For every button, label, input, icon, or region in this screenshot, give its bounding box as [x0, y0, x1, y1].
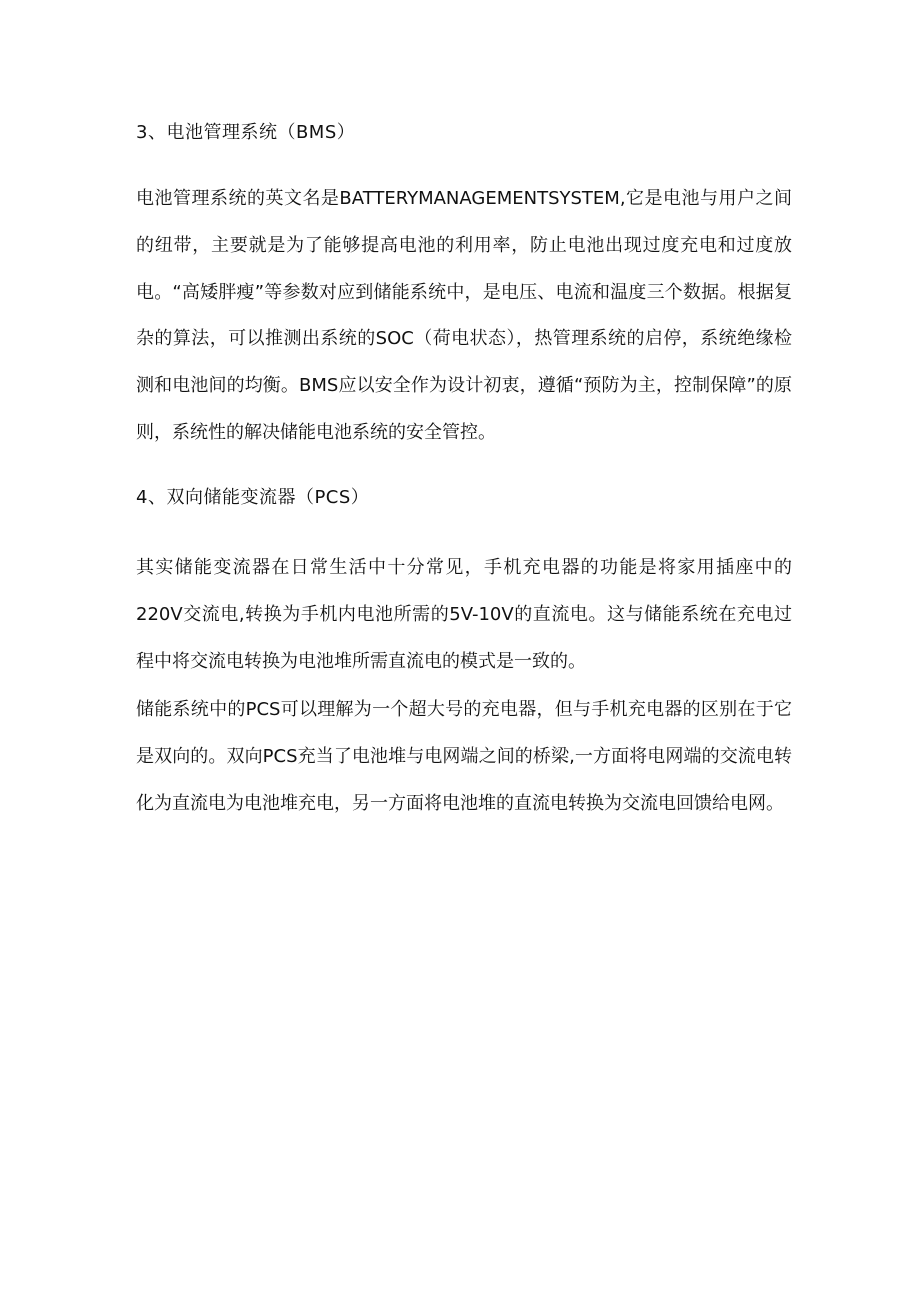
section-4-paragraph-2: 储能系统中的PCS可以理解为一个超大号的充电器，但与手机充电器的区别在于它是双向的。双向PCS充当了电池堆与电网端之间的桥梁,一方面将电网端的交流电转化为直流电为电池堆充电，另一方面将电池堆的直流电转换为交流电回馈给电网。	[136, 699, 792, 814]
section-3-paragraph: 电池管理系统的英文名是BATTERYMANAGEMENTSYSTEM,它是电池与用户之间的纽带，主要就是为了能够提高电池的利用率，防止电池出现过度充电和过度放电。“高矮胖瘦”等参数对应到储能系统中，是电压、电流和温度三个数据。根据复杂的算法，可以推测出系统的SOC（荷电状态），热管理系统的启停，系统绝缘检测和电池间的均衡。BMS应以安全作为设计初衷，遵循“预防为主，控制保障”的原则，系统性的解决储能电池系统的安全管控。	[136, 188, 792, 443]
section-4-heading: 4、双向储能变流器（PCS）	[136, 487, 370, 508]
section-4-paragraph-1: 其实储能变流器在日常生活中十分常见，手机充电器的功能是将家用插座中的220V交流电,转换为手机内电池所需的5V-10V的直流电。这与储能系统在充电过程中将交流电转换为电池堆所需直流电的模式是一致的。	[136, 557, 792, 672]
section-3-heading: 3、电池管理系统（BMS）	[136, 122, 356, 143]
